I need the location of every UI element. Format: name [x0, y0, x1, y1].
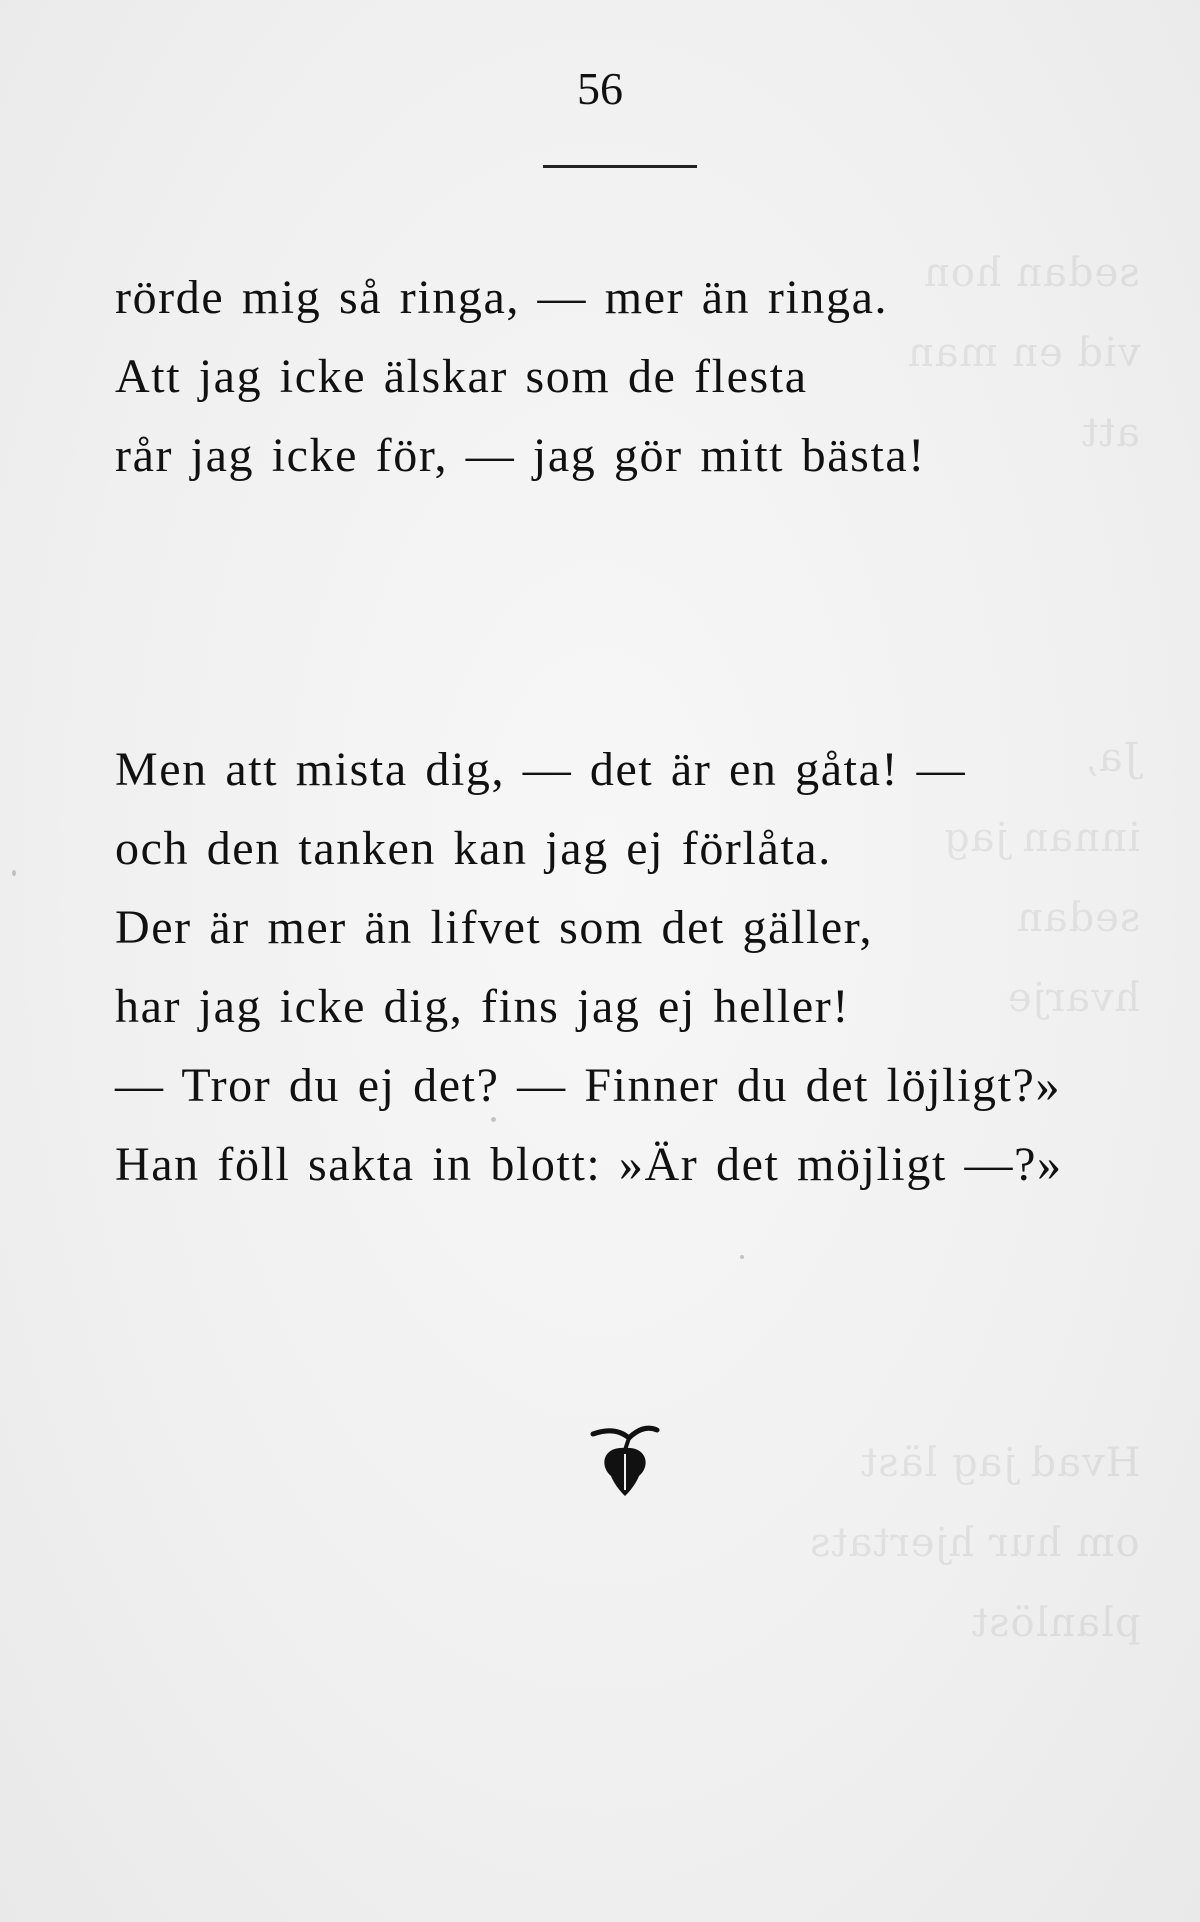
paper-speck — [12, 870, 16, 876]
paper-speck — [491, 1117, 496, 1122]
header-rule — [543, 165, 697, 168]
verse-line: — Tror du ej det? — Finner du det löjligt?» — [115, 1059, 1062, 1112]
paper-speck — [740, 1255, 744, 1259]
verse-line: rörde mig så ringa, — mer än ringa. — [115, 271, 889, 324]
page-number: 56 — [577, 63, 623, 114]
verse-line: rår jag icke för, — jag gör mitt bästa! — [115, 429, 926, 482]
stanza-1 — [115, 258, 926, 495]
verse-line: Att jag icke älskar som de flesta — [115, 350, 808, 403]
bleed-through: sedan hon vid en man att Ja, innan jag sedan hvarje Hvad jag läst om hur hjertats planlöst — [809, 250, 1140, 1646]
verse-line: Men att mista dig, — det är en gåta! — — [115, 743, 967, 796]
verse-line: Han föll sakta in blott: »Är det möjligt —?» — [115, 1138, 1063, 1191]
stanza-2 — [115, 730, 1063, 1204]
verse-line: har jag icke dig, fins jag ej heller! — [115, 980, 850, 1033]
leaf-ornament-icon — [585, 1420, 665, 1500]
verse-line: och den tanken kan jag ej förlåta. — [115, 822, 832, 875]
verse-line: Der är mer än lifvet som det gäller, — [115, 901, 874, 954]
